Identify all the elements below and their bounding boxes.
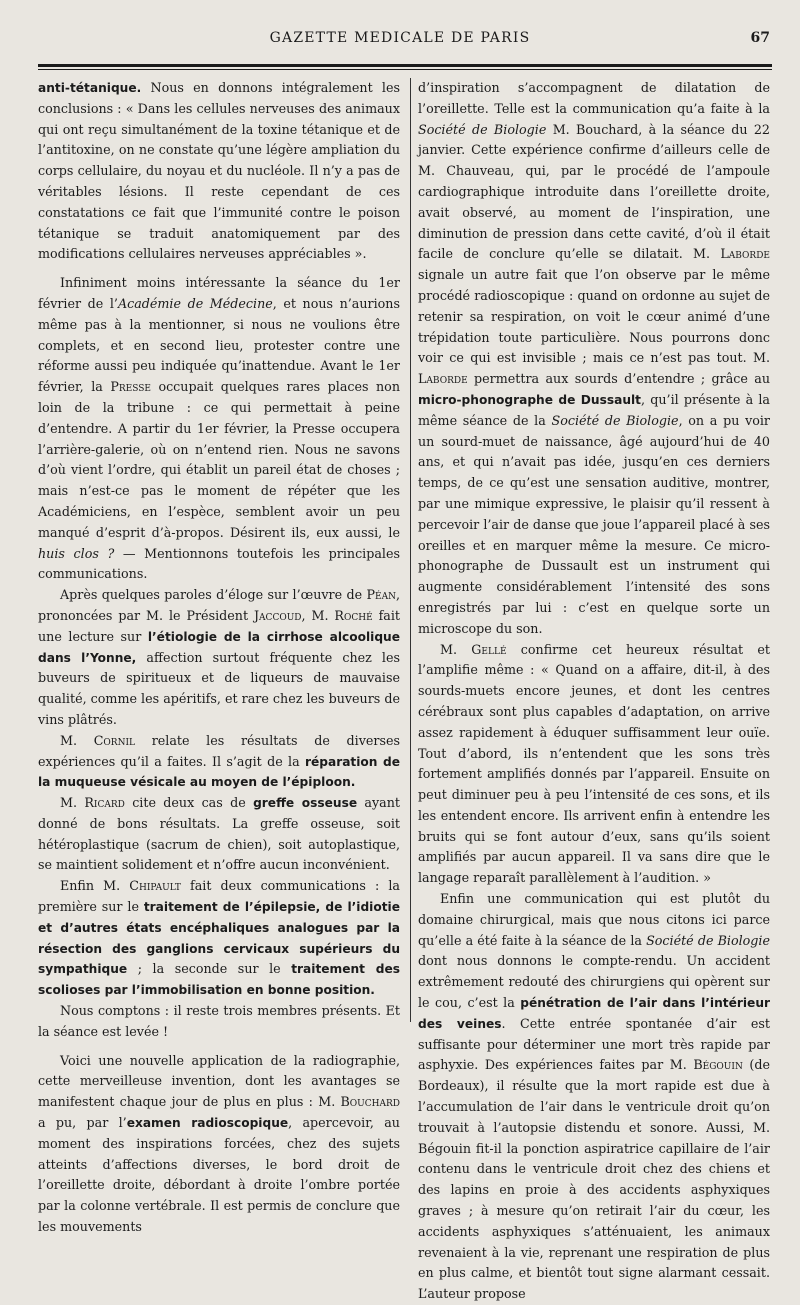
text-run: , apercevoir, au moment des inspirations forcées, chez des sujets atteints d’affections diverses, le bord droit de l’oreillette droite, débordant à droite l’ombre portée par la colonne vertébrale. Il est permis de conclure que les mouvements (38, 1115, 400, 1235)
column-divider (410, 78, 411, 1022)
paragraph (38, 793, 400, 876)
paragraph (38, 731, 400, 793)
text-run: Nous en donnons intégralement les conclusions : « Dans les cellules nerveuses des animaux qui ont reçu simultanément de la toxine tétanique et de l’antitoxine, on ne constate qu’une légère ampliation du corps cellulaire, du noyau et du nucléole. Il n’y a pas de véritables lésions. Il reste cependant de ces constatations ce fait que l’immunité contre le poison tétanique se traduit anatomiquement par des modifications cellulaires nerveuses appréciables ». (38, 80, 400, 262)
page-number: 67 (750, 30, 770, 46)
paragraph (38, 876, 400, 1001)
text-run: , M. (301, 607, 335, 623)
text-run: M. (440, 641, 472, 657)
text-run: ayant donné de bons résultats. La greffe osseuse, soit hétéroplastique (sacrum de chien), soit autoplastique, se maintient solidement et n’offre aucun inconvénient. (38, 795, 400, 873)
bold-text: l’étiologie de la cirrhose alcoolique dans l’Yonne, (38, 629, 400, 665)
text-run: Enfin une communication qui est plutôt du domaine chirurgical, mais que nous citons ici parce qu’elle a été faite à la séance de la (418, 891, 770, 948)
bold-text: greffe osseuse (253, 796, 358, 811)
bold-text: pénétration de l’air dans l’intérieur des veines (418, 996, 770, 1031)
bold-text: traitement des scolioses par l’immobilisation en bonne position. (38, 962, 400, 998)
text-run: , prononcées par M. le Président (38, 587, 400, 623)
left-column (38, 78, 401, 1235)
paragraph (38, 1001, 400, 1043)
page-header (30, 30, 770, 54)
paragraph (38, 78, 400, 265)
text-run: a pu, par l’ (38, 1115, 127, 1131)
small-caps-name: Gellé (471, 641, 507, 657)
italic-text: Société de Biologie (418, 121, 547, 137)
small-caps-name: Bouchard (340, 1094, 400, 1110)
small-caps-name: Laborde (418, 371, 468, 387)
text-run: M. (60, 795, 85, 811)
text-run: fait une lecture sur (38, 607, 401, 644)
header-rule-thin (38, 69, 772, 70)
small-caps-name: Roché (334, 607, 373, 623)
text-run: d’inspiration s’accompagnent de dilatation de l’oreillette. Telle est la communication qu’a faite à la (418, 80, 770, 116)
bold-text: réparation de la muqueuse vésicale au moyen de l’épiploon. (38, 754, 401, 790)
small-caps-name: Bégouin (693, 1057, 743, 1073)
small-caps-name: Jaccoud (253, 607, 302, 623)
text-run: Enfin M. (60, 878, 130, 894)
small-caps-name: Chipault (129, 878, 181, 894)
paragraph (418, 640, 770, 890)
italic-text: huis clos ? (38, 545, 115, 561)
bold-text: anti-tétanique. (38, 81, 142, 95)
text-run: permettra aux sourds d’entendre ; grâce au (467, 371, 770, 387)
small-caps-name: Péan (366, 587, 396, 603)
text-run: cite deux cas de (124, 795, 254, 811)
text-run: Voici une nouvelle application de la radiographie, cette merveilleuse invention, dont les avantages se manifestent chaque jour de plus en plus : M. (38, 1052, 400, 1110)
text-run: ; la seconde sur le (127, 961, 292, 977)
text-run: M. Bouchard, à la séance du 22 janvier. Cette expérience confirme d’ailleurs celle de M. Chauveau, qui, par le procédé de l’ampoule cardiographique introduite dans l’oreillette droite, avait observé, au moment de l’inspiration, une diminution de pression dans cette cavité, d’où il était facile de conclure qu’elle se dilatait. M. (418, 121, 770, 262)
text-run: confirme cet heureux résultat et l’amplifie même : « Quand on a affaire, dit-il, à des sourds-muets encore jeunes, et dont les centres cérébraux sont plus capables d’adaptation, on arrive assez rapidement à éduquer suffisamment leur ouïe. Tout d’abord, ils n’entendent que les sons très fortement amplifiés donnés par l’appareil. Ensuite on peut diminuer peu à peu l’intensité de ces sons, et ils les entendent encore. Ils arrivent enfin à entendre les bruits qui se font autour d’eux, sans qu’ils soient amplifiés par aucun appareil. Il va sans dire que le langage reparaît parallèlement à l’audition. » (418, 641, 770, 886)
small-caps-name: Ricard (84, 795, 125, 811)
text-run: signale un autre fait que l’on observe par le même procédé radioscopique : quand on ordonne au sujet de retenir sa respiration, on voit le cœur animé d’une trépidation toute particulière. Nous pourrons donc voir ce qui est invisible ; mais ce n’est pas tout. M. (418, 267, 770, 366)
text-run: , et nous n’aurions même pas à la mentionner, si nous ne voulions être complets, et en second lieu, protester contre une réforme aussi peu indiquée qu’inattendue. Avant le 1er février, la (38, 295, 400, 395)
publication-title: GAZETTE MEDICALE DE PARIS (269, 30, 531, 46)
italic-text: Société de Biologie (551, 412, 679, 428)
bold-text: traitement de l’épilepsie, de l’idiotie et d’autres états encéphaliques analogues par la résection des ganglions cervicaux supérieurs du sympathique (38, 900, 401, 977)
bold-text: examen radioscopique (126, 1116, 289, 1131)
text-run: — Mentionnons toutefois les principales communications. (38, 545, 400, 582)
paragraph (38, 273, 400, 585)
text-run: , on a pu voir un sourd-muet de naissance, âgé aujourd’hui de 40 ans, et qui n’avait pas idée, jusqu’en ces derniers temps, de ce qu’est une sensation auditive, montrer, par une mimique expressive, le plaisir qu’il ressent à percevoir l’air de danse que joue l’appareil placé à ses oreilles et en marquer même la mesure. Ce micro-phonographe de Dussault est un instrument qui augmente considérablement l’intensité des sons enregistrés par lui : c’est en quelque sorte un microscope du son. (418, 412, 770, 636)
text-run: occupait quelques rares places non loin de la tribune : ce qui permettait à peine d’entendre. A partir du 1er février, la Presse occupera l’arrière-galerie, où on n’entend rien. Nous ne savons d’où vient l’ordre, qui établit un pareil état de choses ; mais n’est-ce pas le moment de répéter que les Académiciens, en l’espèce, semblent avoir un peu manqué d’esprit d’à-propos. Désirent ils, eux aussi, le (38, 379, 400, 540)
paragraph (38, 585, 400, 731)
text-run: Nous comptons : il reste trois membres présents. Et la séance est levée ! (38, 1003, 400, 1039)
text-run: (de Bordeaux), il résulte que la mort rapide est due à l’accumulation de l’air dans le ventricule droit qu’on trouvait à l’autopsie distendu et sonore. Aussi, M. Bégouin fit-il la ponction aspiratrice capillaire de l’air contenu dans le ventricule droit chez des chiens et des lapins en proie à des accidents asphyxiques graves ; à mesure qu’on retirait l’air du cœur, les accidents asphyxiques s’atténuaient, les animaux revenaient à la vie, reprenant une respiration de plus en plus calme, et bientôt tout signe alarmant cessait. L’auteur propose (418, 1057, 770, 1302)
text-run: , qu’il présente à la même séance de la (418, 391, 770, 428)
small-caps-name: Cornil (93, 732, 135, 748)
header-rule-thick (38, 64, 772, 67)
text-run: Après quelques paroles d’éloge sur l’œuvre de (60, 587, 367, 603)
small-caps-name: Presse (110, 379, 151, 395)
text-run: M. (60, 732, 94, 748)
italic-text: Académie de Médecine (117, 295, 273, 311)
paragraph (418, 889, 770, 1305)
right-column (418, 78, 771, 1302)
text-run: Infiniment moins intéressante la séance du 1er février de l’ (38, 275, 400, 311)
text-run: relate les résultats de diverses expériences qu’il a faites. Il s’agit de la (38, 732, 400, 769)
paragraph (418, 78, 770, 640)
text-run: dont nous donnons le compte-rendu. Un accident extrêmement redouté des chirurgiens qui opèrent sur le cou, c’est la (418, 953, 770, 1011)
small-caps-name: Laborde (720, 246, 770, 262)
italic-text: Société de Biologie (646, 932, 770, 948)
bold-text: micro-phonographe de Dussault (418, 392, 642, 407)
paragraph (38, 1051, 400, 1238)
text-run: fait deux communications : la première sur le (38, 878, 400, 915)
text-run: affection surtout fréquente chez les buveurs de spiritueux et de liqueurs de mauvaise qualité, comme les apéritifs, et rare chez les buveurs de vins plâtrés. (38, 649, 400, 727)
text-run: . Cette entrée spontanée d’air est suffisante pour déterminer une mort très rapide par asphyxie. Des expériences faites par M. (418, 1015, 771, 1073)
